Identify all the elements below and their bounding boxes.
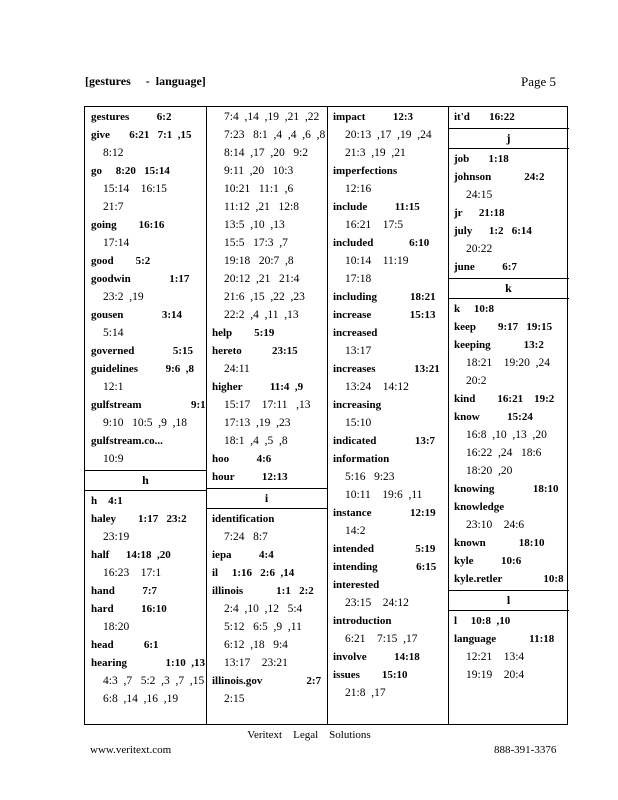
index-citations: 7:24 8:7 [224, 531, 268, 543]
index-term: impact 12:3 [333, 111, 414, 123]
section-divider [85, 490, 206, 491]
index-citations: 21:8 ,17 [345, 687, 386, 699]
index-citations: 6:8 ,14 ,16 ,19 [103, 693, 179, 705]
index-block [85, 492, 206, 708]
index-term: hearing 1:10 ,13 [91, 657, 205, 669]
index-term: increased [333, 327, 378, 339]
index-citations: 23:19 [103, 531, 130, 543]
index-citations: 2:15 [224, 693, 245, 705]
footer-company: Veritext Legal Solutions [247, 729, 371, 741]
index-citations: 10:9 [103, 453, 124, 465]
index-term: hard 16:10 [91, 603, 167, 615]
index-term: know 15:24 [454, 411, 533, 423]
index-citations: 9:11 ,20 10:3 [224, 165, 294, 177]
index-term: included 6:10 [333, 237, 430, 249]
letter-heading: k [505, 281, 512, 295]
index-block [327, 108, 448, 702]
index-citations: 21:7 [103, 201, 124, 213]
index-term: guidelines 9:6 ,8 [91, 363, 194, 375]
index-block [85, 108, 206, 468]
index-citations: 13:17 [345, 345, 372, 357]
index-citations: 8:14 ,17 ,20 9:2 [224, 147, 309, 159]
index-citations: 13:24 14:12 [345, 381, 409, 393]
page-header-range: [gestures - language] [85, 74, 206, 88]
index-term: hand 7:7 [91, 585, 158, 597]
index-term: h 4:1 [91, 495, 123, 507]
index-term: issues 15:10 [333, 669, 408, 681]
index-citations: 5:12 6:5 ,9 ,11 [224, 621, 302, 633]
index-citations: 19:19 20:4 [466, 669, 525, 681]
index-term: higher 11:4 ,9 [212, 381, 304, 393]
index-term: introduction [333, 615, 392, 627]
index-term: interested [333, 579, 380, 591]
letter-heading: l [506, 593, 511, 607]
index-citations: 23:10 24:6 [466, 519, 525, 531]
index-citations: 21:3 ,19 ,21 [345, 147, 406, 159]
index-term: governed 5:15 [91, 345, 194, 357]
index-term: including 18:21 [333, 291, 436, 303]
index-term: july 1:2 6:14 [454, 225, 532, 237]
index-term: kind 16:21 19:2 [454, 393, 555, 405]
index-term: gulfstream.co... [91, 435, 163, 447]
index-citations: 15:5 17:3 ,7 [224, 237, 288, 249]
index-block [206, 510, 327, 708]
index-citations: 5:16 9:23 [345, 471, 395, 483]
index-term: keeping 13:2 [454, 339, 544, 351]
index-term: kyle 10:6 [454, 555, 522, 567]
index-citations: 7:4 ,14 ,19 ,21 ,22 [224, 111, 320, 123]
index-term: information [333, 453, 390, 465]
index-term: going 16:16 [91, 219, 165, 231]
index-citations: 16:21 17:5 [345, 219, 404, 231]
index-term: include 11:15 [333, 201, 420, 213]
index-citations: 6:12 ,18 9:4 [224, 639, 288, 651]
index-citations: 12:1 [103, 381, 124, 393]
index-term: goodwin 1:17 [91, 273, 190, 285]
index-column-3 [327, 107, 449, 724]
index-citations: 20:12 ,21 21:4 [224, 273, 300, 285]
index-citations: 6:21 7:15 ,17 [345, 633, 418, 645]
index-column-4 [448, 107, 569, 724]
index-citations: 20:22 [466, 243, 493, 255]
index-term: johnson 24:2 [454, 171, 545, 183]
index-citations: 18:21 19:20 ,24 [466, 357, 551, 369]
index-citations: 24:11 [224, 363, 250, 375]
footer-website: www.veritext.com [90, 744, 172, 756]
index-citations: 11:12 ,21 12:8 [224, 201, 299, 213]
index-citations: 23:15 24:12 [345, 597, 409, 609]
letter-heading: i [264, 491, 269, 505]
index-term: june 6:7 [454, 261, 517, 273]
index-citations: 18:20 ,20 [466, 465, 513, 477]
index-citations: 18:1 ,4 ,5 ,8 [224, 435, 288, 447]
letter-heading: j [506, 131, 511, 145]
index-citations: 16:22 ,24 18:6 [466, 447, 542, 459]
index-term: illinois 1:1 2:2 [212, 585, 314, 597]
index-citations: 5:14 [103, 327, 124, 339]
index-term: half 14:18 ,20 [91, 549, 171, 561]
index-term: imperfections [333, 165, 398, 177]
index-term: haley 1:17 23:2 [91, 513, 187, 525]
index-term: kyle.retler 10:8 [454, 573, 564, 585]
index-citations: 16:8 ,10 ,13 ,20 [466, 429, 547, 441]
index-citations: 21:6 ,15 ,22 ,23 [224, 291, 305, 303]
index-term: gulfstream 9:1 [91, 399, 206, 411]
section-divider [206, 508, 327, 509]
index-term: involve 14:18 [333, 651, 420, 663]
index-citations: 15:14 16:15 [103, 183, 167, 195]
index-term: knowledge [454, 501, 505, 513]
index-citations: 13:5 ,10 ,13 [224, 219, 285, 231]
index-term: go 8:20 15:14 [91, 165, 170, 177]
index-term: intended 5:19 [333, 543, 436, 555]
index-term: hereto 23:15 [212, 345, 298, 357]
index-citations: 8:12 [103, 147, 124, 159]
section-divider [448, 298, 569, 299]
index-term: head 6:1 [91, 639, 159, 651]
index-term: help 5:19 [212, 327, 275, 339]
footer-phone: 888-391-3376 [494, 744, 557, 756]
index-citations: 17:13 ,19 ,23 [224, 417, 291, 429]
section-divider [448, 610, 569, 611]
index-term: instance 12:19 [333, 507, 436, 519]
index-term: intending 6:15 [333, 561, 437, 573]
index-citations: 15:17 17:11 ,13 [224, 399, 311, 411]
index-citations: 18:20 [103, 621, 130, 633]
index-term: it'd 16:22 [454, 111, 515, 123]
index-term: increasing [333, 399, 382, 411]
index-block [206, 108, 327, 486]
index-term: jr 21:18 [454, 207, 505, 219]
index-term: l 10:8 ,10 [454, 615, 511, 627]
index-term: il 1:16 2:6 ,14 [212, 567, 295, 579]
index-term: job 1:18 [454, 153, 509, 165]
index-citations: 12:16 [345, 183, 372, 195]
index-term: knowing 18:10 [454, 483, 559, 495]
index-citations: 7:23 8:1 ,4 ,4 ,6 ,8 [224, 129, 326, 141]
index-term: give 6:21 7:1 ,15 [91, 129, 192, 141]
index-citations: 20:13 ,17 ,19 ,24 [345, 129, 432, 141]
index-column-1 [85, 107, 207, 724]
index-term: illinois.gov 2:7 [212, 675, 322, 687]
index-citations: 17:18 [345, 273, 372, 285]
index-citations: 2:4 ,10 ,12 5:4 [224, 603, 303, 615]
index-term: increases 13:21 [333, 363, 440, 375]
index-citations: 10:21 11:1 ,6 [224, 183, 294, 195]
section-divider [448, 148, 569, 149]
index-grid [84, 106, 568, 725]
index-term: hoo 4:6 [212, 453, 272, 465]
index-citations: 20:2 [466, 375, 487, 387]
index-term: iepa 4:4 [212, 549, 274, 561]
index-term: gousen 3:14 [91, 309, 183, 321]
index-citations: 23:2 ,19 [103, 291, 144, 303]
index-term: known 18:10 [454, 537, 545, 549]
index-block [448, 108, 569, 126]
index-term: increase 15:13 [333, 309, 436, 321]
index-citations: 22:2 ,4 ,11 ,13 [224, 309, 299, 321]
index-term: identification [212, 513, 275, 525]
index-column-2 [206, 107, 328, 724]
index-term: indicated 13:7 [333, 435, 436, 447]
index-term: k 10:8 [454, 303, 495, 315]
index-term: keep 9:17 19:15 [454, 321, 553, 333]
index-block [448, 300, 569, 588]
index-term: hour 12:13 [212, 471, 288, 483]
index-citations: 12:21 13:4 [466, 651, 525, 663]
index-citations: 17:14 [103, 237, 130, 249]
letter-heading: h [142, 473, 149, 487]
index-citations: 10:11 19:6 ,11 [345, 489, 423, 501]
index-citations: 19:18 20:7 ,8 [224, 255, 294, 267]
index-citations: 10:14 11:19 [345, 255, 409, 267]
index-citations: 14:2 [345, 525, 366, 537]
index-citations: 9:10 10:5 ,9 ,18 [103, 417, 188, 429]
index-citations: 15:10 [345, 417, 372, 429]
index-term: language 11:18 [454, 633, 555, 645]
index-citations: 24:15 [466, 189, 493, 201]
index-block [448, 612, 569, 684]
index-term: good 5:2 [91, 255, 151, 267]
page-number: Page 5 [521, 74, 557, 89]
index-citations: 4:3 ,7 5:2 ,3 ,7 ,15 [103, 675, 205, 687]
index-citations: 13:17 23:21 [224, 657, 288, 669]
index-block [448, 150, 569, 276]
index-term: gestures 6:2 [91, 111, 172, 123]
index-citations: 16:23 17:1 [103, 567, 162, 579]
